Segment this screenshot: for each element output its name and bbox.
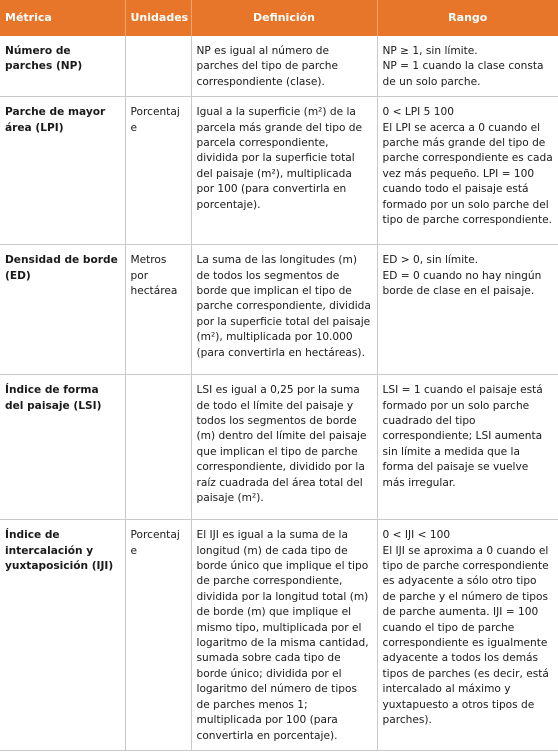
range-line: NP ≥ 1, sin límite. bbox=[382, 45, 478, 57]
header-range: Rango bbox=[377, 0, 558, 36]
range-line: El LPI se acerca a 0 cuando el parche más grande del tipo de parche correspondiente es cada vez más pequeño. LPI = 100 cuando todo el paisaje está formado por un solo parche del tipo de parche correspondiente. bbox=[382, 121, 553, 227]
metric-definition: LSI es igual a 0,25 por la suma de todo el límite del paisaje y todos los segmentos de borde (m) dentro del límite del paisaje que implican el tipo de parche correspondiente, dividido por la raíz cuadrada del área total del paisaje (m²). bbox=[191, 375, 377, 520]
range-line: 0 < LPI 5 100 bbox=[382, 106, 454, 119]
metric-name: Número de parches (NP) bbox=[0, 36, 125, 97]
table-row bbox=[0, 245, 558, 375]
metric-units: Metros por hectárea bbox=[125, 245, 191, 375]
range-line: ED > 0, sin límite. bbox=[382, 254, 479, 267]
metric-range bbox=[377, 97, 558, 245]
range-line: LSI = 1 cuando el paisaje está formado por un solo parche cuadrado del tipo correspondiente; LSI aumenta sin límite a medida que la forma del paisaje se vuelve más irregular. bbox=[382, 384, 543, 489]
table-row bbox=[0, 97, 558, 245]
range-line: 0 < IJI < 100 bbox=[382, 529, 451, 542]
range-line: NP = 1 cuando la clase consta de un solo parche. bbox=[382, 60, 544, 88]
metric-name: Densidad de borde (ED) bbox=[0, 245, 125, 375]
metric-definition: NP es igual al número de parches del tipo de parche correspondiente (clase). bbox=[191, 36, 377, 97]
metric-units: Porcentaje bbox=[125, 97, 191, 245]
table-header bbox=[0, 0, 558, 36]
metric-units: Porcentaje bbox=[125, 520, 191, 751]
range-line: El IJI se aproxima a 0 cuando el tipo de parche correspondiente es adyacente a sólo otro tipo de parche y el número de tipos de parche aumenta. IJI = 100 cuando el tipo de parche correspondiente es igualmente adyacente a todos los demás tipos de parches (es decir, está intercalado al máximo y yuxtapuesto a otros tipos de parches). bbox=[382, 544, 549, 727]
header-definition: Definición bbox=[191, 0, 377, 36]
table-row bbox=[0, 520, 558, 751]
table-row bbox=[0, 375, 558, 520]
metric-units bbox=[125, 36, 191, 97]
metric-definition: La suma de las longitudes (m) de todos los segmentos de borde que implican el tipo de parche correspondiente, dividida por la superficie total del paisaje (m²), multiplicada por 10.000 (para convertirla en hectáreas). bbox=[191, 245, 377, 375]
table-row bbox=[0, 36, 558, 97]
table-body bbox=[0, 36, 558, 750]
metric-range bbox=[377, 245, 558, 375]
metric-units bbox=[125, 375, 191, 520]
metric-definition: Igual a la superficie (m²) de la parcela más grande del tipo de parcela correspondiente, dividida por la superficie total del paisaje (m²), multiplicada por 100 (para convertirla en porcentaje). bbox=[191, 97, 377, 245]
header-row bbox=[0, 0, 558, 36]
metric-range bbox=[377, 520, 558, 751]
metric-range bbox=[377, 36, 558, 97]
metric-name: Índice de forma del paisaje (LSI) bbox=[0, 375, 125, 520]
header-metric: Métrica bbox=[0, 0, 125, 36]
metric-name: Parche de mayor área (LPI) bbox=[0, 97, 125, 245]
range-line: ED = 0 cuando no hay ningún borde de clase en el paisaje. bbox=[382, 269, 542, 298]
header-units: Unidades bbox=[125, 0, 191, 36]
metric-name: Índice de intercalación y yuxtaposición (IJI) bbox=[0, 520, 125, 751]
metric-definition: El IJI es igual a la suma de la longitud (m) de cada tipo de borde único que implique el tipo de parche correspondiente, dividida por la longitud total (m) de borde (m) que implique el mismo tipo, multiplicada por el logaritmo de la misma cantidad, sumada sobre cada tipo de borde único; dividida por el logaritmo del número de tipos de parches menos 1; multiplicada por 100 (para convertirla en porcentaje). bbox=[191, 520, 377, 751]
metric-range bbox=[377, 375, 558, 520]
